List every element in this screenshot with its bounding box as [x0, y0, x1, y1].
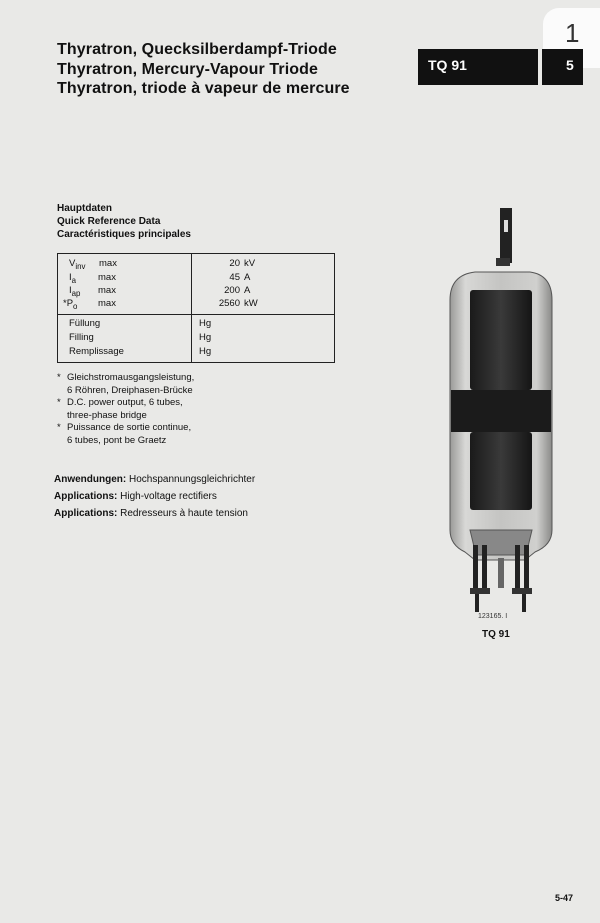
qualifier: max — [98, 298, 116, 309]
table-row — [58, 272, 334, 286]
title-block — [57, 40, 350, 99]
filling-row — [58, 332, 334, 346]
type-code: TQ 91 — [428, 57, 467, 73]
section-number: 5 — [566, 57, 574, 73]
unit: kW — [244, 298, 258, 309]
quick-reference-table — [57, 253, 335, 363]
application-line: Applications: Redresseurs à haute tension — [54, 508, 248, 519]
unit: kV — [244, 258, 256, 269]
footnote: * D.C. power output, 6 tubes, three-phase bridge — [57, 397, 183, 421]
quick-reference-heading — [57, 202, 191, 241]
heading-fr: Caractéristiques principales — [57, 229, 191, 240]
table-row — [58, 285, 334, 299]
heading-de: Hauptdaten — [57, 203, 112, 214]
footnotes — [57, 372, 194, 447]
symbol: $*P_o$ — [63, 298, 78, 311]
filling-label: Filling — [69, 332, 94, 343]
unit: A — [244, 272, 251, 283]
figure-number: 123165. I — [478, 613, 508, 620]
filling-value: Hg — [199, 318, 212, 329]
filling-value: Hg — [199, 346, 212, 357]
table-row — [58, 298, 334, 312]
application-line: Anwendungen: Hochspannungsgleichrichter — [54, 474, 256, 485]
qualifier: max — [98, 272, 116, 283]
figure-caption: TQ 91 — [482, 629, 510, 640]
page-number: 5-47 — [555, 893, 574, 903]
page-indicator-badge: 1 — [543, 8, 600, 68]
title-french: Thyratron, triode à vapeur de mercure — [57, 80, 350, 97]
applications-block — [54, 471, 255, 522]
footnote: * Gleichstromausgangsleistung, 6 Röhren, Dreiphasen-Brücke — [57, 372, 195, 396]
qualifier: max — [98, 285, 116, 296]
value: 2560 — [218, 298, 240, 309]
heading-en: Quick Reference Data — [57, 216, 161, 227]
tag-separator — [538, 49, 542, 85]
type-tag-bar — [418, 49, 583, 85]
filling-value: Hg — [199, 332, 212, 343]
filling-label: Füllung — [69, 318, 101, 329]
filling-label: Remplissage — [69, 346, 124, 357]
value: 20 — [229, 258, 240, 269]
value: 200 — [224, 285, 240, 296]
tube-photo — [430, 200, 570, 640]
footnote: * Puissance de sortie continue, 6 tubes, pont be Graetz — [57, 422, 192, 446]
application-line: Applications: High-voltage rectifiers — [54, 491, 217, 502]
symbol: $I_a$ — [69, 272, 77, 285]
unit: A — [244, 285, 251, 296]
thyratron-tube-image — [430, 200, 570, 640]
filling-row — [58, 318, 334, 332]
qualifier: max — [99, 258, 117, 269]
value: 45 — [229, 272, 240, 283]
title-german: Thyratron, Quecksilberdampf-Triode — [57, 41, 337, 58]
filling-row — [58, 346, 334, 360]
symbol: $V_{inv}$ — [69, 258, 86, 271]
table-row — [58, 258, 334, 272]
table-row-divider — [58, 314, 334, 315]
symbol: $I_{ap}$ — [69, 285, 81, 298]
title-english: Thyratron, Mercury-Vapour Triode — [57, 60, 319, 78]
